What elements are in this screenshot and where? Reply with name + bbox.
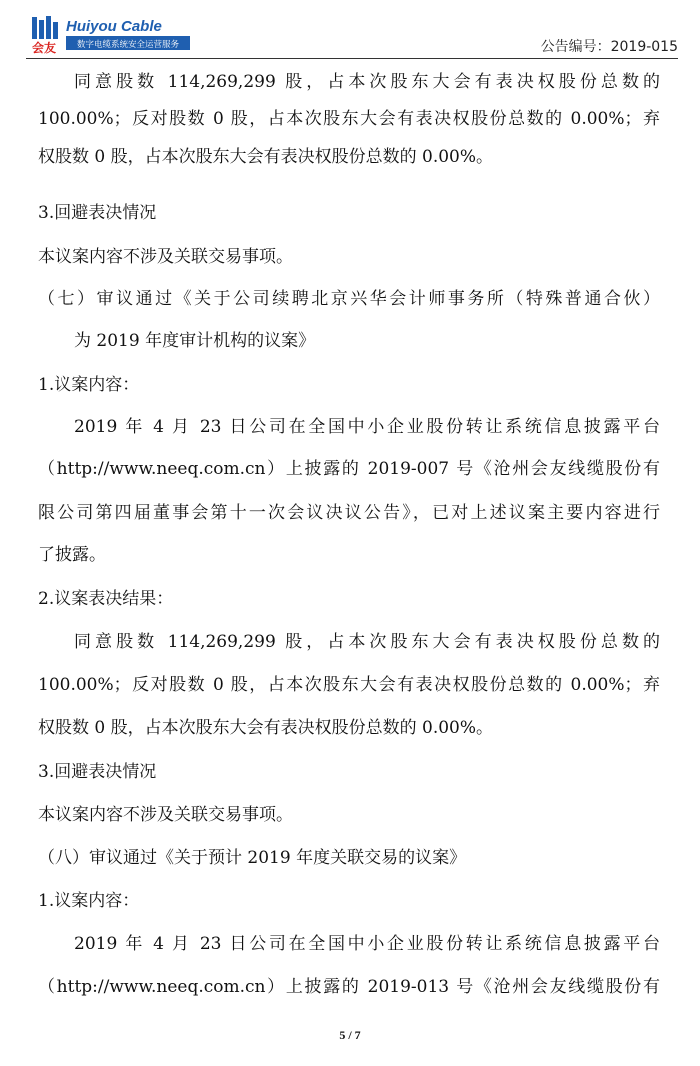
paragraph-line: 本议案内容不涉及关联交易事项。: [38, 247, 293, 267]
paragraph-line: 权股数 0 股，占本次股东大会有表决权股份总数的 0.00%。: [38, 718, 494, 738]
paragraph-line: 100.00%；反对股数 0 股，占本次股东大会有表决权股份总数的 0.00%；弃: [38, 675, 660, 695]
header-divider: [26, 58, 678, 59]
paragraph-line: 100.00%；反对股数 0 股，占本次股东大会有表决权股份总数的 0.00%；弃: [38, 109, 660, 129]
paragraph-line: 限公司第四届董事会第十一次会议决议公告》，已对上述议案主要内容进行: [38, 503, 660, 523]
paragraph-line: 2019 年 4 月 23 日公司在全国中小企业股份转让系统信息披露平台: [74, 417, 660, 437]
paragraph-line: （http://www.neeq.com.cn）上披露的 2019-007 号《沧州会友线缆股份有: [38, 459, 660, 479]
paragraph-line: （http://www.neeq.com.cn）上披露的 2019-013 号《沧州会友线缆股份有: [38, 977, 660, 997]
svg-text:数字电缆系统安全运营服务: 数字电缆系统安全运营服务: [76, 40, 180, 50]
page-header: [0, 0, 700, 64]
section-heading: 3.回避表决情况: [38, 762, 157, 782]
resolution-heading: （七）审议通过《关于公司续聘北京兴华会计师事务所（特殊普通合伙）: [38, 289, 660, 309]
paragraph-line: 同意股数 114,269,299 股，占本次股东大会有表决权股份总数的: [74, 72, 660, 92]
resolution-heading-cont: 为 2019 年度审计机构的议案》: [74, 331, 316, 351]
company-logo: [30, 14, 192, 54]
section-heading: 3.回避表决情况: [38, 203, 157, 223]
section-heading: 2.议案表决结果：: [38, 589, 174, 609]
page-number: 5 / 7: [339, 1028, 361, 1042]
paragraph-line: 本议案内容不涉及关联交易事项。: [38, 805, 293, 825]
svg-text:会友: 会友: [32, 41, 57, 54]
paragraph-line: 了披露。: [38, 545, 106, 565]
paragraph-line: 权股数 0 股，占本次股东大会有表决权股份总数的 0.00%。: [38, 147, 494, 167]
document-number: 公告编号：2019-015: [540, 39, 678, 55]
svg-text:Huiyou Cable: Huiyou Cable: [66, 18, 162, 35]
paragraph-line: 同意股数 114,269,299 股，占本次股东大会有表决权股份总数的: [74, 632, 660, 652]
resolution-heading: （八）审议通过《关于预计 2019 年度关联交易的议案》: [38, 848, 467, 868]
paragraph-line: 2019 年 4 月 23 日公司在全国中小企业股份转让系统信息披露平台: [74, 934, 660, 954]
section-heading: 1.议案内容：: [38, 375, 140, 395]
section-heading: 1.议案内容：: [38, 891, 140, 911]
